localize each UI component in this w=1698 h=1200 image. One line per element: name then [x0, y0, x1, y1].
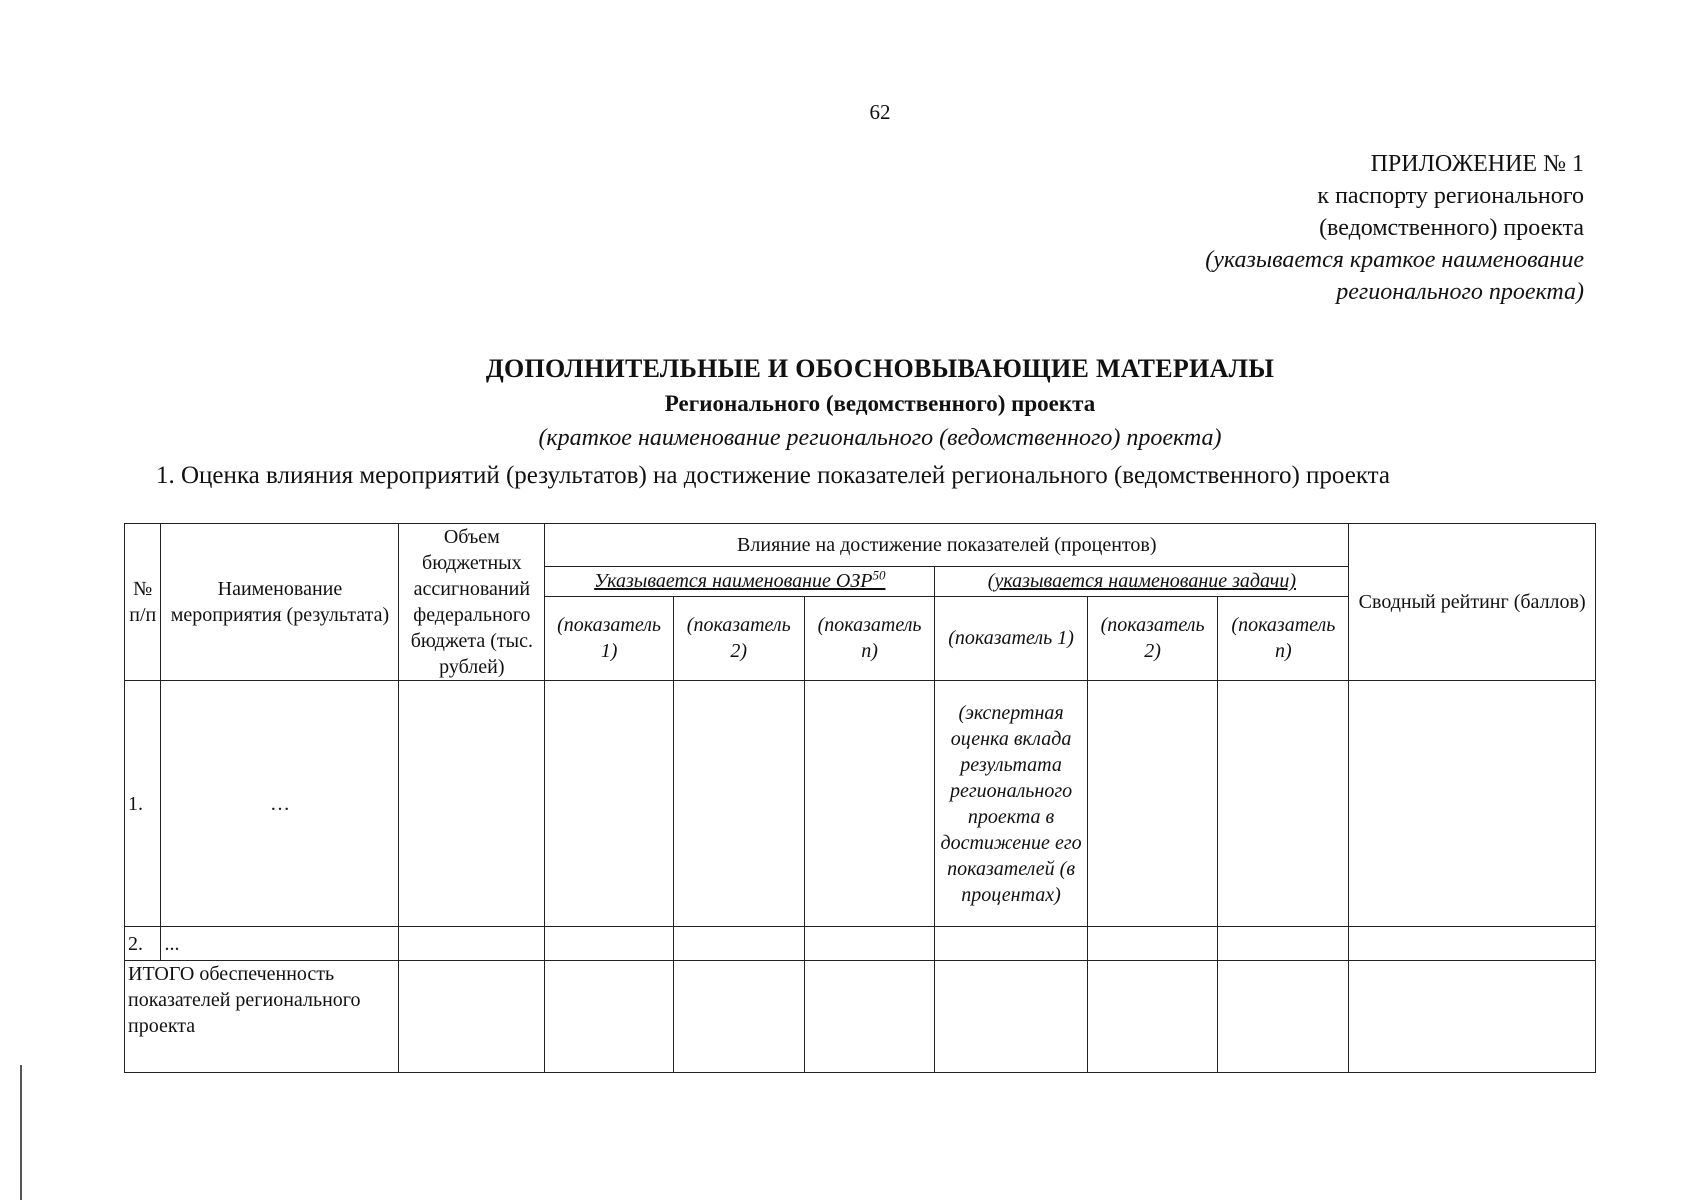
total-indicator-cell: [935, 961, 1087, 1073]
row-indicator-cell: [1087, 681, 1218, 927]
row-budget: [399, 681, 545, 927]
indicator-header: (показатель n): [1218, 596, 1349, 680]
row-number: 2.: [125, 927, 161, 961]
header-budget: Объем бюджетных ассигнований федерального бюджета (тыс. рублей): [399, 524, 545, 681]
appendix-block: [984, 148, 1584, 308]
total-indicator-cell: [1218, 961, 1349, 1073]
row-activity-name: …: [161, 681, 399, 927]
total-label: ИТОГО обеспеченность показателей регионального проекта: [125, 961, 399, 1073]
header-impact: Влияние на достижение показателей (процентов): [545, 524, 1349, 567]
header-activity-name: Наименование мероприятия (результата): [161, 524, 399, 681]
row-number: 1.: [125, 681, 161, 927]
appendix-line: (ведомственного) проекта: [1319, 215, 1584, 241]
document-title-note: (краткое наименование регионального (ведомственного) проекта): [538, 425, 1222, 451]
header-number: № п/п: [125, 524, 161, 681]
total-indicator-cell: [1087, 961, 1218, 1073]
total-indicator-cell: [804, 961, 935, 1073]
header-group-task: (указывается наименование задачи): [935, 567, 1349, 596]
footnote-marker: 50: [872, 567, 886, 583]
page-number: 62: [869, 100, 891, 124]
total-indicator-cell: [673, 961, 804, 1073]
appendix-note: (указывается краткое наименование: [1205, 247, 1584, 273]
indicator-header: (показатель 2): [673, 596, 804, 680]
document-subtitle: Регионального (ведомственного) проекта: [664, 391, 1096, 416]
indicator-header: (показатель 1): [545, 596, 674, 680]
indicator-header: (показатель 2): [1087, 596, 1218, 680]
title-block: [0, 352, 1698, 454]
row-indicator-cell: [1218, 681, 1349, 927]
row-indicator-cell: [673, 681, 804, 927]
row-indicator-cell: [1087, 927, 1218, 961]
total-row: [125, 961, 1596, 1073]
appendix-note: регионального проекта): [1336, 279, 1584, 305]
indicator-header: (показатель 1): [935, 596, 1087, 680]
header-group-ozr-label: Указывается наименование ОЗР: [594, 570, 873, 593]
table-row: [125, 681, 1596, 927]
row-budget: [399, 927, 545, 961]
row-rating: [1349, 927, 1596, 961]
row-indicator-cell: [935, 927, 1087, 961]
scan-margin-line: [20, 1065, 22, 1200]
evaluation-table: [124, 523, 1596, 1073]
total-indicator-cell: [545, 961, 674, 1073]
indicator-header: (показатель n): [804, 596, 935, 680]
header-rating: Сводный рейтинг (баллов): [1349, 524, 1596, 681]
row-indicator-cell: [673, 927, 804, 961]
row-activity-name: ...: [161, 927, 399, 961]
table-row: [125, 927, 1596, 961]
section-heading: 1. Оценка влияния мероприятий (результатов) на достижение показателей регионального (ведомственного) проекта: [156, 462, 1390, 489]
row-indicator-cell: [545, 927, 674, 961]
row-indicator-cell: [545, 681, 674, 927]
document-title: ДОПОЛНИТЕЛЬНЫЕ И ОБОСНОВЫВАЮЩИЕ МАТЕРИАЛЫ: [485, 354, 1275, 383]
expert-assessment-note: (экспертная оценка вклада результата регионального проекта в достижение его показателей (в процентах): [935, 681, 1087, 927]
total-budget: [399, 961, 545, 1073]
total-rating: [1349, 961, 1596, 1073]
appendix-title: ПРИЛОЖЕНИЕ № 1: [1370, 151, 1584, 177]
row-indicator-cell: [804, 681, 935, 927]
row-rating: [1349, 681, 1596, 927]
row-indicator-cell: [1218, 927, 1349, 961]
row-indicator-cell: [804, 927, 935, 961]
header-row-1: [125, 524, 1596, 567]
header-group-ozr: [545, 567, 935, 596]
appendix-line: к паспорту регионального: [1317, 183, 1584, 209]
